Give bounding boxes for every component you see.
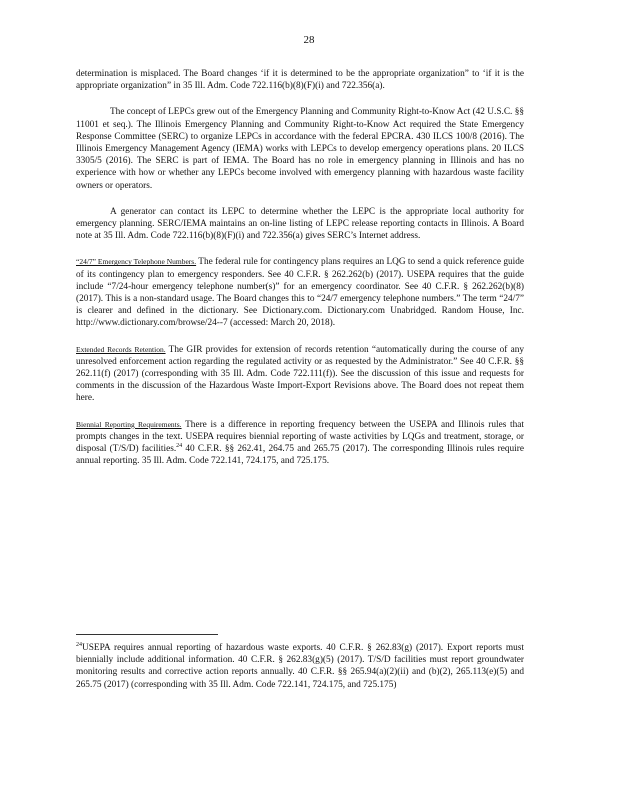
paragraph-lepc-determination: determination is misplaced. The Board changes ‘if it is determined to be the appropriate organization” to ‘if it is the appropriate organization” in 35 Ill. Adm. Code 722.116(b)(8)(F)(i) and 722.356(a). (76, 69, 524, 92)
footnote (76, 642, 524, 691)
document-body (76, 68, 524, 481)
paragraph-biennial-reporting-cont: 40 C.F.R. §§ 262.41, 264.75 and 265.75 (2017). The corresponding Illinois rules require annual reporting. 35 Ill. Adm. Code 722.141, 724.175, and 725.175. (76, 444, 524, 467)
footnote-divider (76, 634, 218, 635)
page-number: 28 (303, 34, 315, 46)
paragraph-lepc-concept: The concept of LEPCs grew out of the Emergency Planning and Community Right-to-Know Act (42 U.S.C. §§ 11001 et seq.). The Illinois Emergency Planning and Community Right-to-Know Act required the State Emergency Response Committee (SERC) to organize LEPCs in accordance with the federal EPCRA. 430 ILCS 100/8 (2016). The Illinois Emergency Management Agency (IEMA) works with LEPCs to develop emergency operations plans. 20 ILCS 3305/5 (2016). The SERC is part of IEMA. The Board has no role in emergency planning in Illinois and has no experience with how or whether any LEPCs become involved with emergency planning with hazardous waste facility owners or operators. (76, 107, 524, 191)
section-heading-records-retention: Extended Records Retention. (76, 344, 166, 354)
paragraph-records-retention (76, 344, 524, 405)
footnote-marker: 24 (76, 641, 82, 648)
paragraph-emergency-numbers (76, 256, 524, 329)
paragraph-generator-contact: A generator can contact its LEPC to determine whether the LEPC is the appropriate local authority for emergency planning. SERC/IEMA maintains an on-line listing of LEPC release reporting contacts in Illinois. A Board note at 35 Ill. Adm. Code 722.116(b)(8)(F)(i) and 722.356(a) gives SERC’s Internet address. (76, 206, 524, 242)
footnote-reference: 24 (176, 442, 183, 449)
paragraph-biennial-reporting-text: There is a difference in reporting frequency between the USEPA and Illinois rules that prompts changes in the text. USEPA requires biennial reporting of waste activities by LQGs and treatment, storage, or disposal (T/S/D) facilities. (76, 419, 524, 455)
paragraph-records-retention-text: The GIR provides for extension of records retention “automatically during the course of any unresolved enforcement action regarding the regulated activity or as requested by the Administrator.” See 40 C.F.R. §§ 262.11(f) (2017) (corresponding with 35 Ill. Adm. Code 722.111(f)). See the discussion of this issue and requests for comments in the discussion of the Hazardous Waste Import-Export Revisions above. The Board does not repeat them here. (76, 344, 524, 404)
section-heading-biennial-reporting: Biennial Reporting Requirements. (76, 419, 182, 429)
footnote-text: USEPA requires annual reporting of hazardous waste exports. 40 C.F.R. § 262.83(g) (2017). Export reports must biennially include additional information. 40 C.F.R. § 262.83(g)(5) (2017). T/S/D facilities must report groundwater monitoring results and corrective action reports annually. 40 C.F.R. §§ 265.94(a)(2)(ii) and (b)(2), 265.113(e)(5) and 265.75 (2017) (corresponding with 35 Ill. Adm. Code 722.141, 724.175, and 725.175) (76, 643, 524, 690)
paragraph-biennial-reporting (76, 419, 524, 468)
section-heading-emergency-numbers: “24/7” Emergency Telephone Numbers. (76, 257, 197, 267)
paragraph-emergency-numbers-text: The federal rule for contingency plans requires an LQG to send a quick reference guide of its contingency plan to emergency responders. See 40 C.F.R. § 262.262(b) (2017). USEPA requires that the guide include “7/24-hour emergency telephone number(s)” for an emergency coordinator. See 40 C.F.R. § 262.262(b)(8) (2017). This is a non-standard usage. The Board changes this to “24/7 emergency telephone numbers.” The term “24/7” is clearer and defined in the dictionary. See Dictionary.com. Dictionary.com Unabridged. Random House, Inc. http://www.dictionary.com/browse/24--7 (accessed: March 20, 2018). (76, 257, 524, 329)
